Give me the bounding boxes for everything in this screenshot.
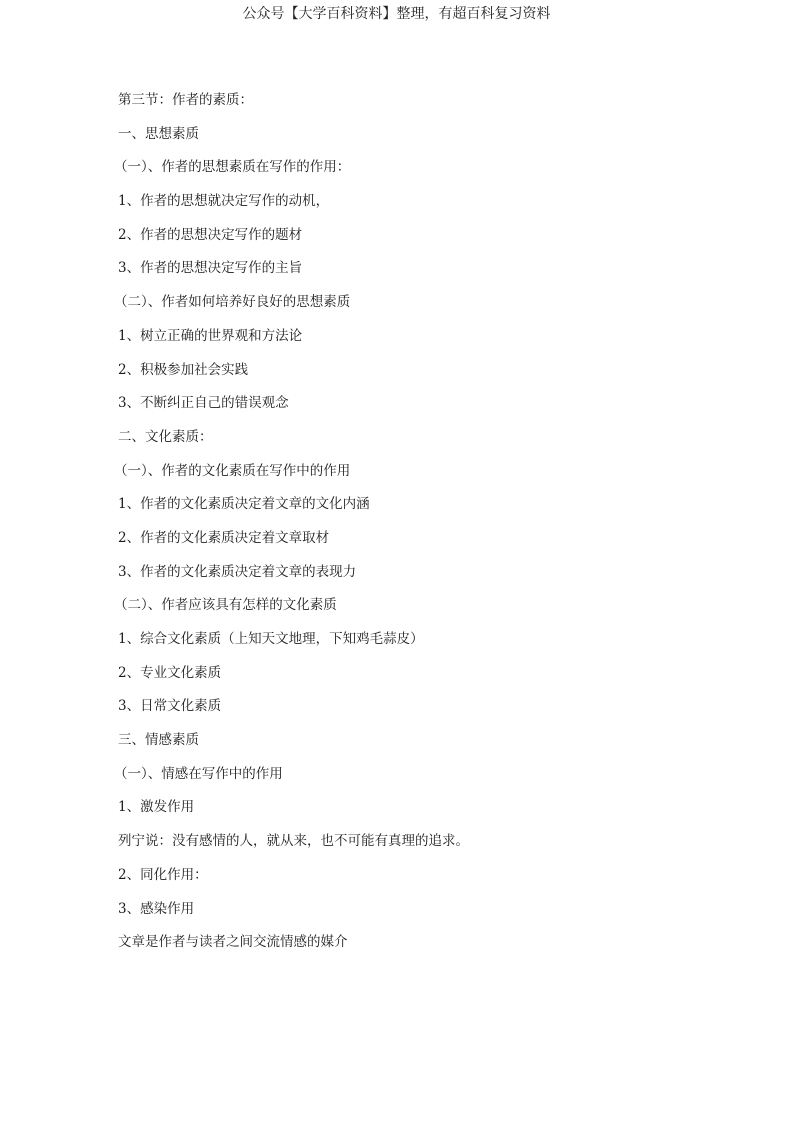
heading-thought-quality: 一、思想素质 xyxy=(118,125,199,142)
subheading: （二）、作者应该具有怎样的文化素质 xyxy=(114,597,337,614)
list-item: 3、不断纠正自己的错误观念 xyxy=(118,395,289,412)
heading-emotional-quality: 三、情感素质 xyxy=(118,732,199,749)
list-item: 1、激发作用 xyxy=(118,799,195,816)
quote-line: 列宁说：没有感情的人，就从来，也不可能有真理的追求。 xyxy=(118,833,469,850)
list-item: 3、作者的文化素质决定着文章的表现力 xyxy=(118,563,357,580)
heading-cultural-quality: 二、文化素质： xyxy=(118,428,213,445)
list-item: 3、作者的思想决定写作的主旨 xyxy=(118,260,303,277)
list-item: 1、作者的思想就决定写作的动机， xyxy=(118,193,330,210)
list-item: 1、树立正确的世界观和方法论 xyxy=(118,327,303,344)
list-item: 2、积极参加社会实践 xyxy=(118,361,249,378)
list-item: 2、专业文化素质 xyxy=(118,664,222,681)
list-item: 2、作者的文化素质决定着文章取材 xyxy=(118,529,330,546)
page-header: 公众号【大学百科资料】整理，有超百科复习资料 xyxy=(242,6,551,22)
subheading: （一）、作者的文化素质在写作中的作用 xyxy=(114,462,351,479)
list-item: 1、综合文化素质（上知天文地理，下知鸡毛蒜皮） xyxy=(118,631,424,647)
section-title: 第三节：作者的素质： xyxy=(118,92,253,108)
list-item: 3、日常文化素质 xyxy=(118,698,222,715)
list-item: 2、作者的思想决定写作的题材 xyxy=(118,226,303,243)
subheading: （二）、作者如何培养好良好的思想素质 xyxy=(114,294,351,311)
subheading: （一）、情感在写作中的作用 xyxy=(114,765,283,782)
document-body xyxy=(114,84,738,960)
body-text: 文章是作者与读者之间交流情感的媒介 xyxy=(118,934,348,951)
list-item: 3、感染作用 xyxy=(118,900,195,917)
list-item: 1、作者的文化素质决定着文章的文化内涵 xyxy=(118,496,370,513)
list-item: 2、同化作用： xyxy=(118,866,208,883)
subheading: （一）、作者的思想素质在写作的作用： xyxy=(114,159,351,176)
